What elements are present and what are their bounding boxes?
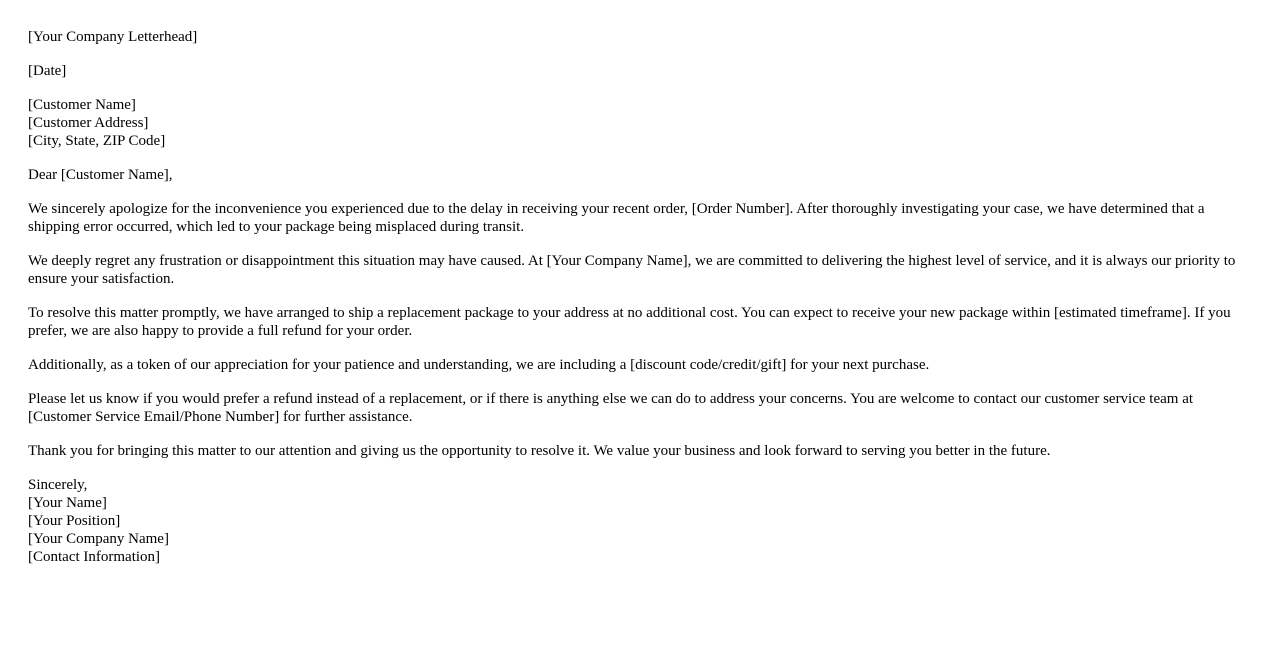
signer-name: [Your Name] xyxy=(28,495,107,511)
body-paragraph-token: Additionally, as a token of our appreciation for your patience and understanding, we are including a [discount code/credit/gift] for your next purchase. xyxy=(28,357,930,373)
letter-document xyxy=(28,28,1252,582)
closing: Sincerely, xyxy=(28,477,88,493)
body-paragraph-contact: Please let us know if you would prefer a refund instead of a replacement, or if there is anything else we can do to address your concerns. You are welcome to contact our customer service team at [Customer Service Email/Phone Number] for further assistance. xyxy=(28,391,1194,425)
body-paragraph-apology: We sincerely apologize for the inconvenience you experienced due to the delay in receiving your recent order, [Order Number]. After thoroughly investigating your case, we have determined that a shipping error occurred, which led to your package being misplaced during transit. xyxy=(28,201,1205,235)
signature-block xyxy=(28,476,1252,566)
recipient-city-state-zip: [City, State, ZIP Code] xyxy=(28,133,166,149)
body-paragraph-thanks: Thank you for bringing this matter to our attention and giving us the opportunity to resolve it. We value your business and look forward to serving you better in the future. xyxy=(28,443,1051,459)
salutation: Dear [Customer Name], xyxy=(28,167,173,183)
signer-company: [Your Company Name] xyxy=(28,531,169,547)
body-paragraph-resolution: To resolve this matter promptly, we have arranged to ship a replacement package to your address at no additional cost. You can expect to receive your new package within [estimated timeframe]. If you prefer, we are also happy to provide a full refund for your order. xyxy=(28,305,1231,339)
recipient-name: [Customer Name] xyxy=(28,97,136,113)
signer-contact: [Contact Information] xyxy=(28,549,161,565)
signer-position: [Your Position] xyxy=(28,513,121,529)
recipient-block xyxy=(28,96,1252,150)
letterhead: [Your Company Letterhead] xyxy=(28,29,198,45)
recipient-address: [Customer Address] xyxy=(28,115,149,131)
letter-date: [Date] xyxy=(28,63,67,79)
body-paragraph-regret: We deeply regret any frustration or disappointment this situation may have caused. At [Your Company Name], we are committed to delivering the highest level of service, and it is always our priority to ensure your satisfaction. xyxy=(28,253,1236,287)
